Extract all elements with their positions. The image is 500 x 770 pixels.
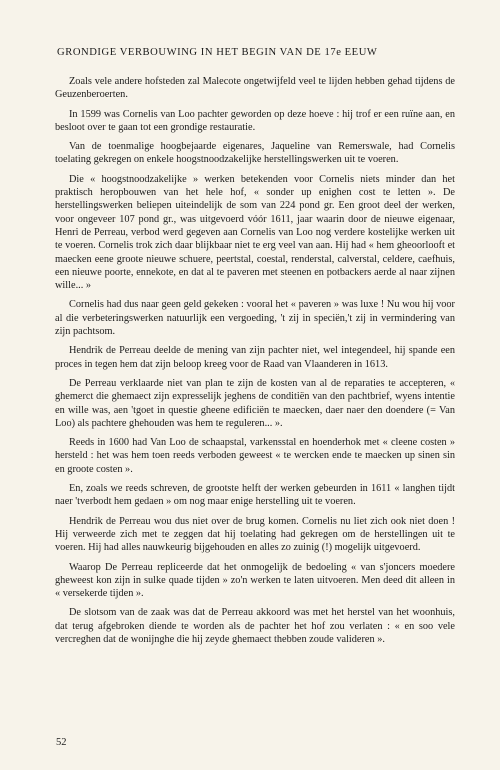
paragraph: Zoals vele andere hofsteden zal Malecote ongetwijfeld veel te lijden hebben gehad tijdens de Geuzenberoerten. bbox=[55, 76, 455, 101]
paragraph: In 1599 was Cornelis van Loo pachter geworden op deze hoeve : hij trof er een ruïne aan, en besloot over te gaan tot een grondige restauratie. bbox=[55, 108, 455, 133]
section-heading: GRONDIGE VERBOUWING IN HET BEGIN VAN DE 17e EEUW bbox=[57, 47, 378, 58]
paragraph: Hendrik de Perreau deelde de mening van zijn pachter niet, wel integendeel, hij spande een proces in tegen hem dat zijn beloop kreeg voor de Raad van Vlaanderen in 1613. bbox=[55, 345, 455, 370]
page-number: 52 bbox=[56, 737, 67, 748]
paragraph: Van de toenmalige hoogbejaarde eigenares, Jaqueline van Remerswale, had Cornelis toelating gekregen on enkele hoogstnoodzakelijke herstellingswerken uit te voeren. bbox=[55, 141, 455, 166]
paragraph: Cornelis had dus naar geen geld gekeken : vooral het « paveren » was luxe ! Nu wou hij voor al die verbeteringswerken natuurlijk een vergoeding, 't zij in speciën,'t zij in vermindering van zijn pachtsom. bbox=[55, 299, 455, 338]
paragraph: Die « hoogstnoodzakelijke » werken betekenden voor Cornelis niets minder dan het praktisch heropbouwen van het hele hof, « sonder up enighen cost te letten ». De herstellingswerken beliepen uiteindelijk de som van 224 pond gr. Een groot deel der werken, voor ongeveer 107 pond gr., was uitgevoerd vóór 1611, jaar waarin door de nieuwe eigenaar, Henri de Perreau, verbod werd gegeven aan Cornelis van Loo nog verdere kostelijke werken uit te voeren. Cornelis trok zich daar blijkbaar niet te erg veel van aan. Hij had « hem gheoorlooft et maecken eene groote nieuwe schuere, peertstal, coestal, renderstal, calverstal, celdere, caefhuis, een nieuwe poorte, ennekote, en dat al te paveren met steenen en potbackers aerde al naar zijnen wille... » bbox=[55, 173, 455, 292]
paragraph: Waarop De Perreau repliceerde dat het onmogelijk de bedoeling « van s'joncers moedere gheweest kon zijn in sulke quade tijden » zo'n werken te laten uitvoeren. Men deed dit alleen in « versekerde tijden ». bbox=[55, 561, 455, 600]
paragraph: En, zoals we reeds schreven, de grootste helft der werken gebeurden in 1611 « langhen tijdt naer 'tverbodt hem gedaen » om nog maar enige herstelling uit te voeren. bbox=[55, 483, 455, 508]
paragraph: Hendrik de Perreau wou dus niet over de brug komen. Cornelis nu liet zich ook niet doen ! Hij verweerde zich met te zeggen dat hij toelating had gekregen om de herstellingen uit te voeren. Hij had alles nauwkeurig bijgehouden en alles zo zuinig (!) mogelijk uitgevoerd. bbox=[55, 515, 455, 554]
paragraph: De slotsom van de zaak was dat de Perreau akkoord was met het herstel van het woonhuis, dat terug afgebroken diende te worden als de pachter het hof zou verlaten : « en soo vele vercreghen dat de wonijnghe die hij zeyde ghemaect thebben zoude valideren ». bbox=[55, 607, 455, 645]
body-text bbox=[55, 75, 455, 646]
paragraph: De Perreau verklaarde niet van plan te zijn de kosten van al de reparaties te accepteren, « ghemerct die ghemaect zijn expresselijk jeghens de conditiën van den pachtbrief, wyens intentie en wille was, aen 'tgoet in questie gheene edificiën te maecken, daer naer den doendere (= Van Loo) als pachtere ghehouden was hem te reguleren... ». bbox=[55, 377, 455, 429]
paragraph: Reeds in 1600 had Van Loo de schaapstal, varkensstal en hoenderhok met « cleene costen » hersteld : het was hem toen reeds verboden geweest « te wercken ende te maecken up sinen sin en groote costen ». bbox=[55, 437, 455, 475]
